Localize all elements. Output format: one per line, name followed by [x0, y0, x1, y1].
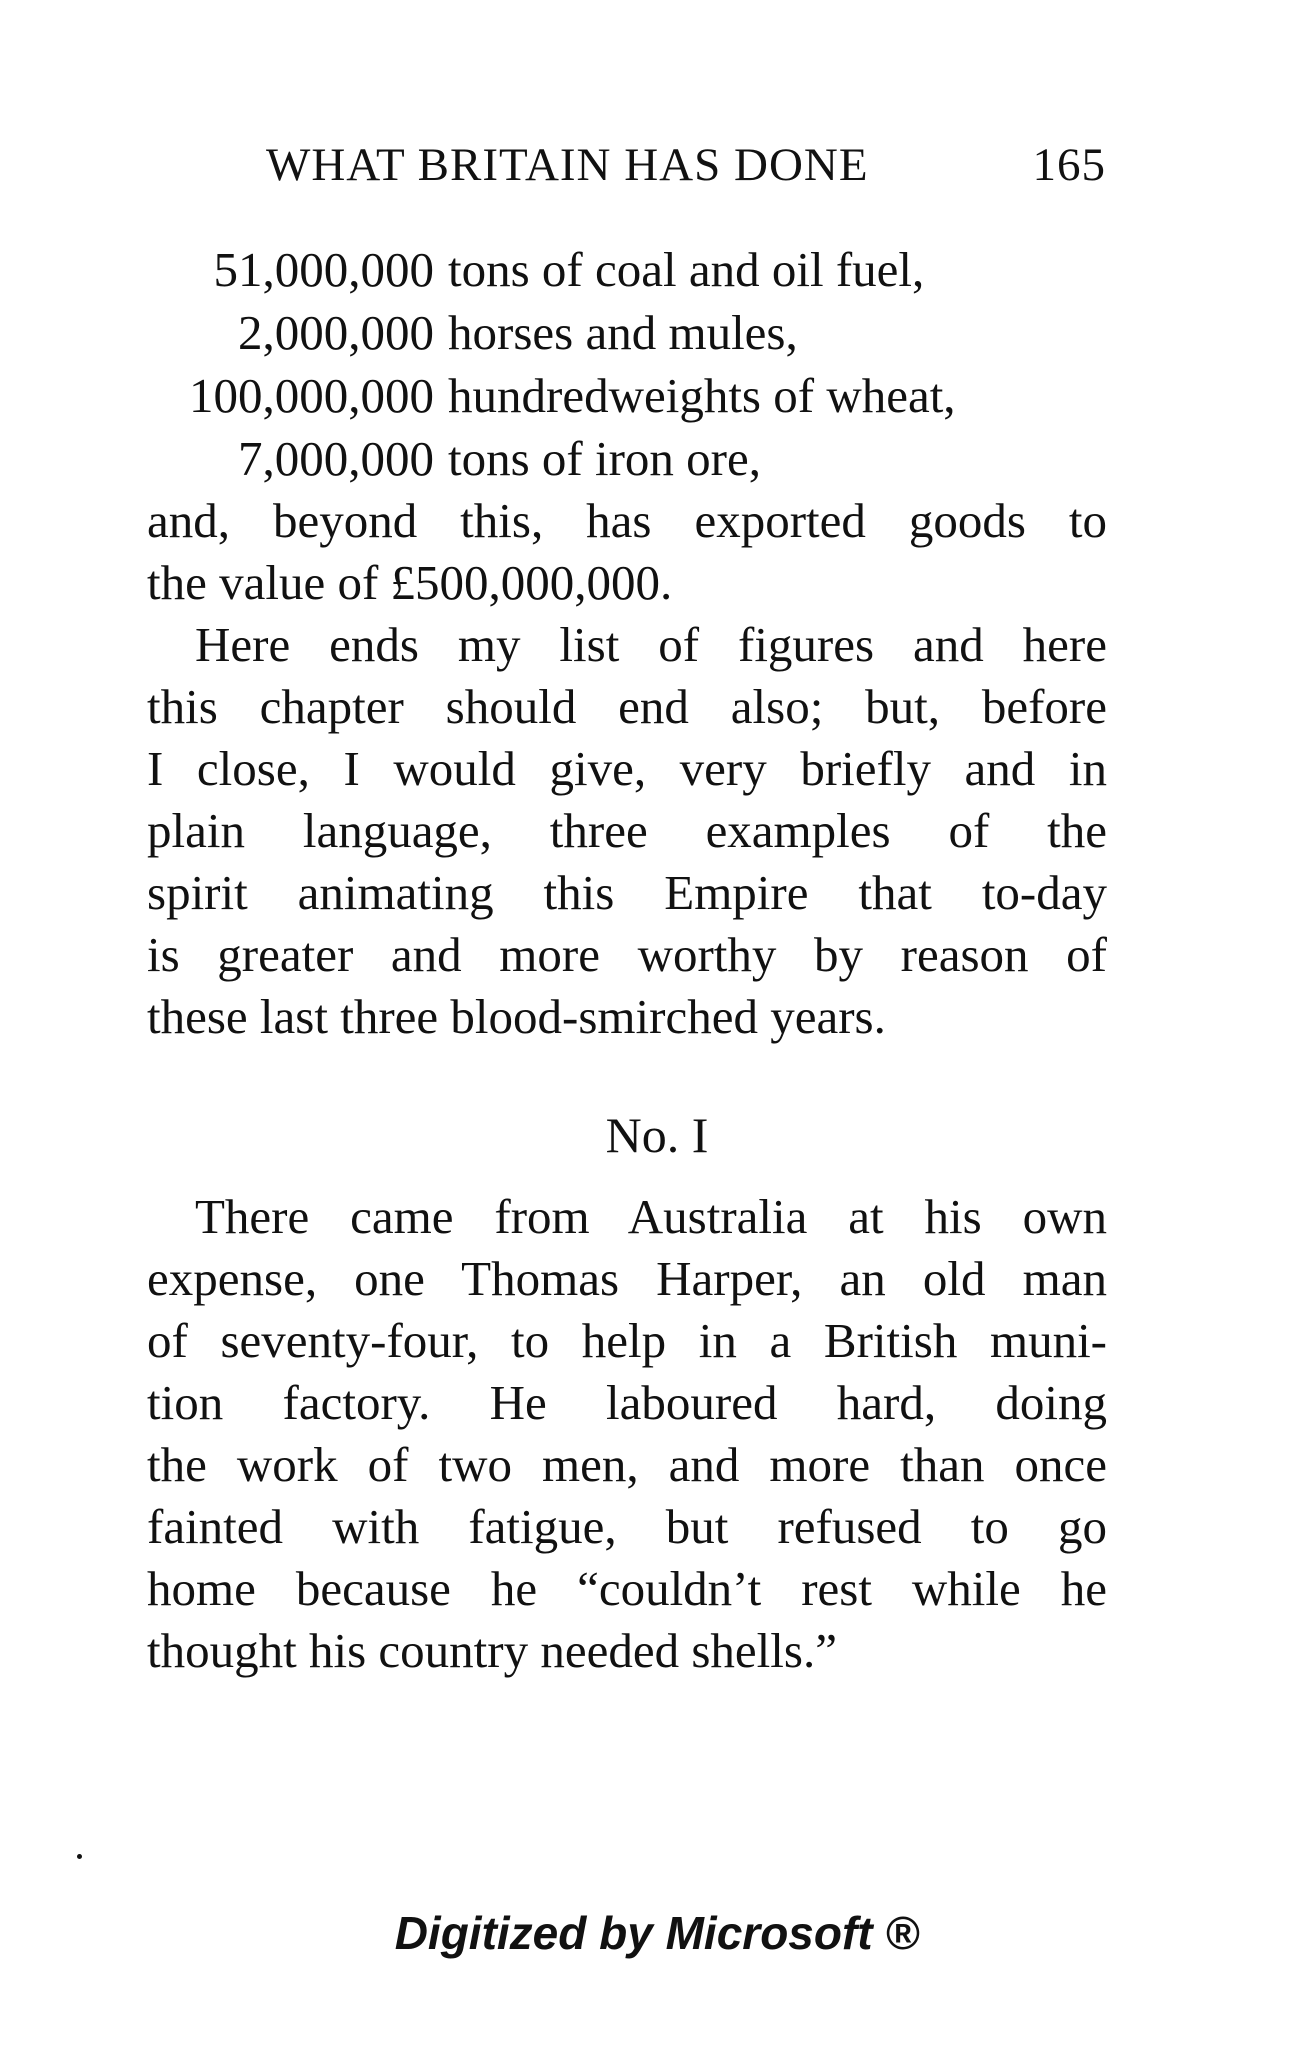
text-line: plain language, three examples of the [147, 803, 1107, 858]
figure-description: tons of coal and oil fuel, [448, 242, 925, 297]
text-line: thought his country needed shells.” [147, 1623, 837, 1678]
digitization-watermark: Digitized by Microsoft ® [394, 1907, 920, 1959]
text-line: expense, one Thomas Harper, an old man [147, 1251, 1107, 1306]
figure-description: tons of iron ore, [448, 431, 761, 486]
section-heading: No. I [605, 1107, 709, 1163]
text-line: Here ends my list of figures and here [195, 617, 1107, 672]
text-line: the work of two men, and more than once [147, 1437, 1107, 1492]
running-head-title: WHAT BRITAIN HAS DONE [266, 139, 869, 191]
figure-item [150, 364, 1100, 427]
text-line: tion factory. He laboured hard, doing [147, 1375, 1107, 1430]
text-line: spirit animating this Empire that to-day [147, 865, 1107, 920]
figures-list [150, 238, 1100, 490]
figure-quantity: 2,000,000 [238, 305, 434, 360]
text-line: and, beyond this, has exported goods to [147, 493, 1107, 548]
continuation-text [147, 490, 1107, 614]
text-line: this chapter should end also; but, before [147, 679, 1107, 734]
figure-quantity: 7,000,000 [238, 431, 434, 486]
page-number: 165 [1032, 139, 1106, 191]
paragraph-figures-end [147, 614, 1107, 1048]
figure-item [150, 301, 1100, 364]
text-line: There came from Australia at his own [195, 1189, 1107, 1244]
text-line: is greater and more worthy by reason of [147, 927, 1107, 982]
figure-quantity: 100,000,000 [189, 368, 434, 423]
figure-description: horses and mules, [448, 305, 798, 360]
figure-item [150, 238, 1100, 301]
figure-description: hundredweights of wheat, [448, 368, 956, 423]
text-line: home because he “couldn’t rest while he [147, 1561, 1107, 1616]
text-line: the value of £500,000,000. [147, 555, 673, 610]
text-line: fainted with fatigue, but refused to go [147, 1499, 1107, 1554]
figure-quantity: 51,000,000 [213, 242, 434, 297]
text-line: of seventy-four, to help in a British muni- [147, 1313, 1107, 1368]
running-head [266, 138, 1106, 198]
figure-item [150, 427, 1100, 490]
text-line: I close, I would give, very briefly and in [147, 741, 1107, 796]
scan-speck [77, 1854, 82, 1859]
text-line: these last three blood-smirched years. [147, 989, 886, 1044]
paragraph-thomas-harper [147, 1186, 1107, 1682]
